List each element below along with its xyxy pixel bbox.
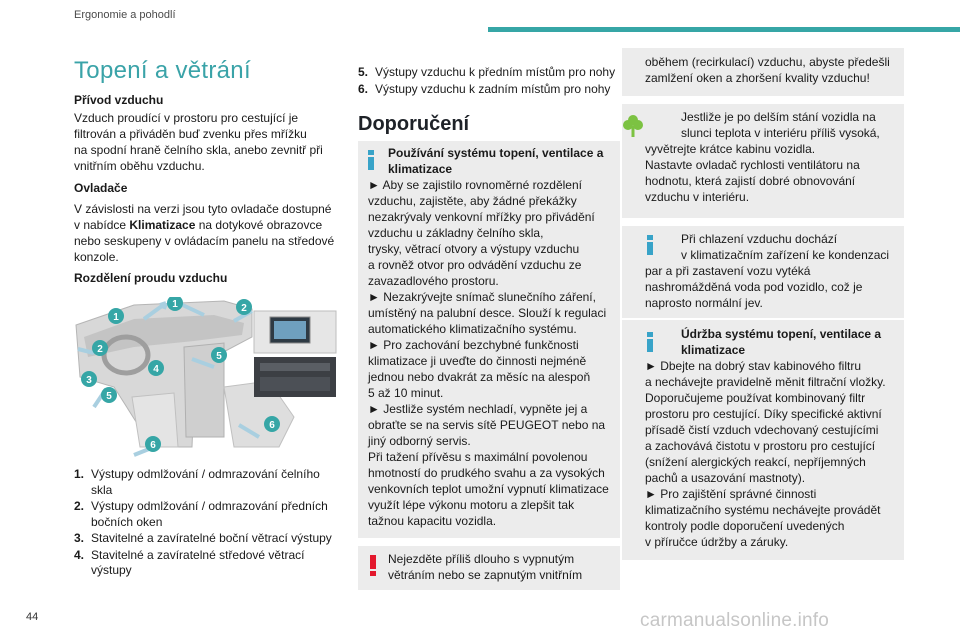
text-line: Při chlazení vzduchu dochází: [681, 232, 838, 246]
text-line: zamlžení oken a zhoršení kvality vzduchu!: [645, 71, 870, 85]
list-number: 1.: [74, 467, 85, 481]
list-number: 5.: [358, 65, 369, 79]
callout-2b: [92, 340, 108, 356]
text-line: hodnotu, která zajistí dobré obnovování: [645, 174, 856, 188]
paragraph-controls: [74, 201, 342, 265]
text-line: venkovních teplot umožní vypnutí klimatizace: [368, 482, 609, 496]
text-line: nebo seskupeny v ovládacím panelu na středové: [74, 234, 335, 248]
list-item: [358, 65, 620, 81]
text-line: klimatizačního systému nechávejte provádět: [645, 503, 881, 517]
warning-box-continued: [622, 48, 904, 96]
heading-air-supply: Přívod vzduchu: [74, 93, 164, 107]
paragraph-air-supply: [74, 110, 342, 174]
callout-label: 6: [269, 420, 275, 431]
outlet-list-1: [74, 467, 342, 580]
text-line: klimatizace ji uveďte do činnosti nejméně: [368, 354, 587, 368]
callout-2a: [236, 299, 252, 315]
callout-6a: [145, 436, 161, 452]
list-item: [74, 467, 342, 498]
callout-1b: [167, 297, 183, 311]
section-title-recommendations: Doporučení: [358, 113, 470, 135]
text-line: Nastavte ovladač rychlosti ventilátoru na: [645, 158, 860, 172]
info-box-maintenance: [622, 320, 904, 560]
list-item: [74, 531, 342, 547]
text-line: V závislosti na verzi jsou tyto ovladače dostupné: [74, 202, 332, 216]
text-line: Jestliže je po delším stání vozidla na: [681, 110, 876, 124]
text-line: nashromážděná voda pod vozidlo, což je: [645, 280, 863, 294]
text-line: tažnou kapacitu vozidla.: [368, 514, 497, 528]
list-item: [74, 499, 342, 530]
air-distribution-figure: [74, 297, 337, 460]
info-box-body: [368, 177, 618, 529]
text-line: automatického klimatizačního systému.: [368, 322, 577, 336]
callout-label: 3: [86, 375, 92, 386]
text-line: konzole.: [74, 250, 119, 264]
text-line: ► Pro zajištění správné činnosti: [645, 487, 817, 501]
text-line: naprosto normální jev.: [645, 296, 763, 310]
callout-5a: [101, 387, 117, 403]
list-text: Výstupy odmlžování / odmrazování čelního skla: [91, 467, 320, 497]
text-line: vnitřním oběhu vzduchu.: [74, 159, 205, 173]
text-line: kontroly podle doporučení uvedených: [645, 519, 845, 533]
text-line: pachů a usazování mastnoty).: [645, 471, 806, 485]
text-line: vzduchu, zajistěte, aby žádné překážky: [368, 194, 577, 208]
callout-5b: [211, 347, 227, 363]
text-line: umístěný na palubní desce. Slouží k regulaci: [368, 306, 607, 320]
callout-label: 1: [172, 299, 178, 310]
page-title: Topení a větrání: [74, 57, 251, 84]
maintenance-body: [645, 358, 903, 550]
condensation-body: [645, 231, 903, 311]
warning-box: [358, 546, 620, 590]
callout-label: 6: [150, 440, 156, 451]
list-item: [74, 548, 342, 579]
list-text: Výstupy odmlžování / odmrazování předních bočních oken: [91, 499, 328, 529]
text-run: na dotykové obrazovce: [195, 218, 323, 232]
text-line: Při tažení přívěsu s maximální povolenou: [368, 450, 588, 464]
text-line: trysky, větrací otvory a výstupy vzduchu: [368, 242, 580, 256]
text-line: prostoru pro cestující. Díky specifické aktivní: [645, 407, 882, 421]
list-text: Stavitelné a zavíratelné středové větrací výstupy: [91, 547, 305, 577]
text-line: slunci teplota v interiéru příliš vysoká,: [681, 126, 880, 140]
text-line: vyvětrejte krátce kabinu vozidla.: [645, 142, 816, 156]
text-line: vzduchu v interiéru.: [645, 190, 750, 204]
callout-label: 5: [216, 351, 222, 362]
text-line: oběhem (recirkulací) vzduchu, abyste předešli: [645, 55, 890, 69]
text-line: ► Aby se zajistilo rovnoměrné rozdělení: [368, 178, 582, 192]
text-line: ► Jestliže systém nechladí, vypněte jej a: [368, 402, 588, 416]
heading-controls: Ovladače: [74, 181, 128, 195]
warning-box-body: [388, 551, 616, 583]
text-line: využít lépe výkonu motoru a zlepšit tak: [368, 498, 575, 512]
list-item: [358, 82, 620, 98]
heading-air-distribution: Rozdělení proudu vzduchu: [74, 271, 228, 285]
text-line: Vzduch proudící v prostoru pro cestující je: [74, 111, 299, 125]
text-line: ► Pro zachování bezchybné funkčnosti: [368, 338, 579, 352]
list-text: Výstupy vzduchu k předním místům pro nohy: [375, 65, 616, 79]
text-line: zavazadlového prostoru.: [368, 274, 499, 288]
eco-tip-box: [622, 104, 904, 218]
list-number: 6.: [358, 81, 369, 96]
callout-6b: [264, 416, 280, 432]
text-line: vzduchu u základny čelního skla,: [368, 226, 544, 240]
text-line: (snížení alergických reakcí, nepříjemných: [645, 455, 866, 469]
text-line: přísadě čistí vzduch vdechovaný cestujícími: [645, 423, 879, 437]
list-number: 2.: [74, 499, 85, 513]
list-text: Stavitelné a zavíratelné boční větrací výstupy: [91, 531, 332, 545]
text-line: a rovněž otvor pro odvádění vzduchu ze: [368, 258, 582, 272]
info-box-usage: [358, 141, 620, 538]
text-line: obraťte se na servis sítě PEUGEOT nebo na: [368, 418, 606, 432]
text-line: a zachovává čistotu v prostoru pro cestující: [645, 439, 876, 453]
callout-label: 5: [106, 391, 112, 402]
header-accent-bar: [488, 27, 960, 32]
eco-tip-body: [645, 109, 903, 205]
info-box-title: Používání systému topení, ventilace a klimatizace: [388, 146, 604, 176]
menu-name-climate: Klimatizace: [129, 218, 196, 232]
leaf-icon: [622, 112, 644, 138]
info-icon: [368, 150, 374, 170]
list-number: 3.: [74, 531, 85, 545]
callout-3: [81, 371, 97, 387]
page-number: 44: [26, 611, 39, 623]
text-line: par a při zastavení vozu vytéká: [645, 264, 811, 278]
watermark: carmanualsonline.info: [640, 610, 830, 631]
text-line: jednou nebo dvakrát za měsíc na alespoň: [368, 370, 591, 384]
outlet-list-2: [358, 65, 620, 98]
callout-label: 4: [153, 364, 159, 375]
info-box-condensation: [622, 226, 904, 318]
list-text: Výstupy vzduchu k zadním místům pro nohy: [375, 81, 611, 96]
text-line: a nechávejte pravidelně měnit filtrační vložky.: [645, 375, 886, 389]
warning-icon: [370, 555, 376, 576]
maintenance-title: Údržba systému topení, ventilace a klimatizace: [681, 327, 882, 357]
text-line: na spodní hraně čelního skla, anebo zevnitř při: [74, 143, 323, 157]
callout-label: 2: [97, 344, 103, 355]
text-line: 5 až 10 minut.: [368, 386, 444, 400]
callout-label: 2: [241, 303, 247, 314]
text-line: v klimatizačním zařízení ke kondenzaci: [681, 248, 890, 262]
text-line: v příručce údržby a záruky.: [645, 535, 789, 549]
text-line: jiný odborný servis.: [368, 434, 471, 448]
list-number: 4.: [74, 547, 85, 562]
info-icon: [647, 332, 653, 352]
text-line: větráním nebo se zapnutým vnitřním: [388, 568, 583, 582]
callout-label: 1: [113, 312, 119, 323]
text-line: ► Nezakrývejte snímač slunečního záření,: [368, 290, 596, 304]
callout-4: [148, 360, 164, 376]
text-line: [74, 217, 342, 233]
text-line: filtrován a přiváděn buď zvenku přes mřížku: [74, 127, 307, 141]
text-line: hmotností do prudkého svahu a za vysokých: [368, 466, 605, 480]
text-line: Nejezděte příliš dlouho s vypnutým: [388, 552, 575, 566]
running-head: Ergonomie a pohodlí: [74, 9, 176, 21]
text-line: ► Dbejte na dobrý stav kabinového filtru: [645, 359, 861, 373]
warning-continued-body: [645, 54, 903, 86]
figure-callouts: [74, 297, 337, 460]
text-run: v nabídce: [74, 218, 130, 232]
callout-1a: [108, 308, 124, 324]
text-line: nezakrývaly venkovní mřížky pro přivádění: [368, 210, 595, 224]
text-line: Doporučujeme používat kombinovaný filtr: [645, 391, 866, 405]
